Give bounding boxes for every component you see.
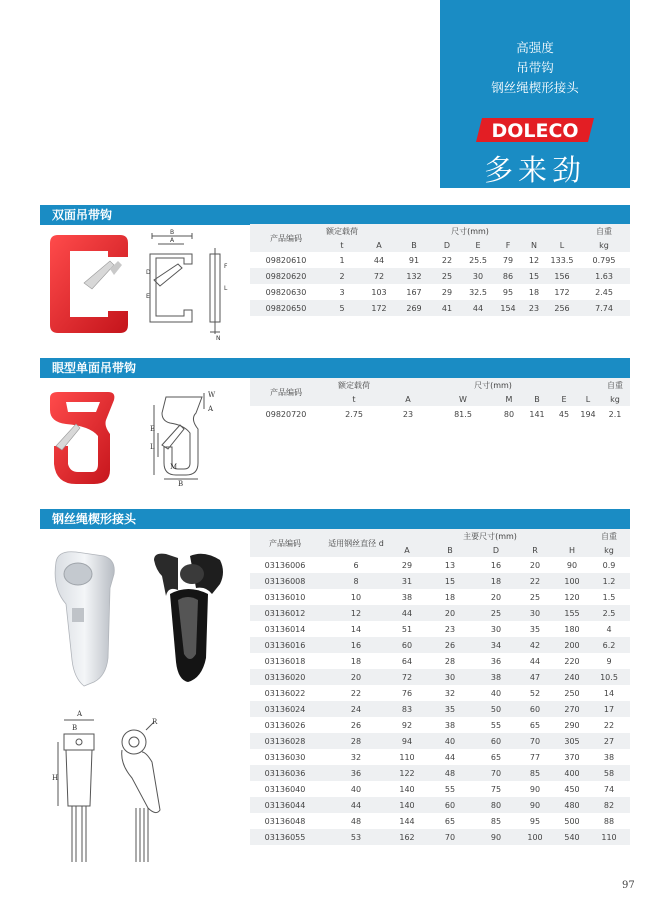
table-cell: 370 (556, 749, 588, 765)
table-cell: 30 (422, 669, 478, 685)
table-cell: 40 (320, 781, 392, 797)
table-cell: 03136020 (250, 669, 320, 685)
double-hook-diagram (140, 228, 240, 340)
table-cell: 85 (478, 813, 514, 829)
table-cell: 20 (422, 605, 478, 621)
table-cell: 42 (514, 637, 556, 653)
table-cell: 44 (320, 797, 392, 813)
unit-d: D (432, 238, 462, 252)
table-cell: 82 (588, 797, 630, 813)
table-cell: 162 (392, 829, 422, 845)
table-cell: 92 (392, 717, 422, 733)
unit-n: N (522, 238, 546, 252)
table-cell: 03136006 (250, 557, 320, 573)
col-header-weight-3: 自重 (588, 529, 630, 543)
table-cell: 03136008 (250, 573, 320, 589)
unit-r-3: R (514, 543, 556, 557)
dim-label-e2: E (150, 425, 156, 433)
table-cell: 65 (478, 749, 514, 765)
table-cell: 65 (514, 717, 556, 733)
dim-label-b: B (169, 229, 175, 236)
table-cell: 03136048 (250, 813, 320, 829)
table-cell: 38 (588, 749, 630, 765)
table-cell: 141 (522, 406, 552, 422)
table-cell: 25 (478, 605, 514, 621)
table-cell: 70 (514, 733, 556, 749)
table-cell: 76 (392, 685, 422, 701)
table-cell: 09820620 (250, 268, 322, 284)
page-number: 97 (622, 880, 635, 891)
table-cell: 29 (432, 284, 462, 300)
table-cell: 155 (556, 605, 588, 621)
table-cell: 220 (556, 653, 588, 669)
dim-label-a3: A (77, 710, 83, 718)
table-cell: 86 (494, 268, 522, 284)
table-cell: 79 (494, 252, 522, 268)
table-cell: 2.5 (588, 605, 630, 621)
table-cell: 35 (422, 701, 478, 717)
table-cell: 15 (522, 268, 546, 284)
table-cell: 480 (556, 797, 588, 813)
table-row (250, 300, 630, 316)
table-cell: 31 (392, 573, 422, 589)
unit-b: B (396, 238, 432, 252)
unit-kg-3: kg (588, 543, 630, 557)
col-header-code-2: 产品编码 (250, 378, 322, 406)
table-cell: 38 (422, 717, 478, 733)
table-row (250, 589, 630, 605)
unit-a-2: A (386, 392, 430, 406)
table-cell: 450 (556, 781, 588, 797)
table-cell: 25.5 (462, 252, 494, 268)
table-cell: 80 (496, 406, 522, 422)
table-row (250, 284, 630, 300)
table-cell: 32.5 (462, 284, 494, 300)
table-cell: 20 (478, 589, 514, 605)
table-cell: 60 (422, 797, 478, 813)
table-cell: 30 (514, 605, 556, 621)
table-cell: 32 (320, 749, 392, 765)
unit-a: A (362, 238, 396, 252)
table-cell: 70 (478, 765, 514, 781)
table-cell: 36 (478, 653, 514, 669)
unit-e: E (462, 238, 494, 252)
dim-label-l2: L (150, 443, 155, 451)
table-cell: 103 (362, 284, 396, 300)
table-cell: 1.63 (578, 268, 630, 284)
unit-d-3: D (478, 543, 514, 557)
unit-h-3: H (556, 543, 588, 557)
table-cell: 90 (514, 781, 556, 797)
unit-l: L (546, 238, 578, 252)
table-cell: 40 (422, 733, 478, 749)
table-cell: 35 (514, 621, 556, 637)
table-cell: 250 (556, 685, 588, 701)
table-cell: 17 (588, 701, 630, 717)
table-cell: 200 (556, 637, 588, 653)
table-cell: 172 (362, 300, 396, 316)
table-cell: 22 (320, 685, 392, 701)
table-cell: 180 (556, 621, 588, 637)
dim-label-h3: H (52, 774, 59, 782)
table-cell: 03136016 (250, 637, 320, 653)
table-cell: 15 (422, 573, 478, 589)
table-cell: 03136040 (250, 781, 320, 797)
eye-hook-table (250, 378, 630, 422)
table-cell: 2 (322, 268, 362, 284)
table-cell: 94 (392, 733, 422, 749)
wedge-socket-photo-silver (44, 548, 124, 690)
table-cell: 65 (422, 813, 478, 829)
table-cell: 8 (320, 573, 392, 589)
dim-label-b3: B (72, 724, 78, 732)
table-cell: 03136036 (250, 765, 320, 781)
logo-text: DOLECO (491, 120, 579, 142)
table-row (250, 252, 630, 268)
table-cell: 60 (478, 733, 514, 749)
table-cell: 03136024 (250, 701, 320, 717)
table-cell: 140 (392, 781, 422, 797)
table-cell: 144 (392, 813, 422, 829)
unit-t: t (322, 238, 362, 252)
wedge-socket-photo-black (148, 550, 230, 686)
table-cell: 18 (522, 284, 546, 300)
table-cell: 156 (546, 268, 578, 284)
unit-kg: kg (578, 238, 630, 252)
table-cell: 132 (396, 268, 432, 284)
table-cell: 270 (556, 701, 588, 717)
table-cell: 03136018 (250, 653, 320, 669)
table-cell: 305 (556, 733, 588, 749)
table-cell: 1.2 (588, 573, 630, 589)
table-cell: 29 (392, 557, 422, 573)
unit-t-2: t (322, 392, 386, 406)
table-cell: 09820610 (250, 252, 322, 268)
table-cell: 30 (462, 268, 494, 284)
table-cell: 90 (556, 557, 588, 573)
table-cell: 80 (478, 797, 514, 813)
table-cell: 74 (588, 781, 630, 797)
table-cell: 22 (432, 252, 462, 268)
dim-label-d: D (146, 269, 151, 276)
table-cell: 12 (522, 252, 546, 268)
wedge-socket-rows (250, 557, 630, 845)
table-cell: 5 (322, 300, 362, 316)
table-cell: 52 (514, 685, 556, 701)
table-cell: 44 (514, 653, 556, 669)
table-cell: 03136026 (250, 717, 320, 733)
table-cell: 23 (386, 406, 430, 422)
table-cell: 22 (514, 573, 556, 589)
col-header-code-3: 产品编码 (250, 529, 320, 557)
table-cell: 120 (556, 589, 588, 605)
table-cell: 36 (320, 765, 392, 781)
table-cell: 90 (478, 829, 514, 845)
table-row (250, 797, 630, 813)
table-cell: 95 (514, 813, 556, 829)
table-row (250, 781, 630, 797)
table-cell: 38 (478, 669, 514, 685)
double-hook-photo (48, 231, 130, 337)
table-cell: 77 (514, 749, 556, 765)
dim-label-r3: R (152, 718, 158, 726)
table-cell: 25 (514, 589, 556, 605)
table-cell: 03136014 (250, 621, 320, 637)
col-header-dim-3: 主要尺寸(mm) (392, 529, 588, 543)
table-cell: 16 (320, 637, 392, 653)
col-header-load-2: 额定载荷 (322, 378, 386, 392)
wedge-socket-front-diagram (50, 706, 110, 864)
unit-kg-2: kg (600, 392, 630, 406)
table-cell: 48 (320, 813, 392, 829)
table-row (250, 406, 630, 422)
table-cell: 03136044 (250, 797, 320, 813)
dim-label-f: F (224, 263, 228, 270)
table-cell: 154 (494, 300, 522, 316)
table-cell: 10 (320, 589, 392, 605)
banner-line-2: 吊带钩 (516, 60, 554, 75)
section-title-double-hook: 双面吊带钩 (40, 205, 630, 225)
table-cell: 58 (588, 765, 630, 781)
table-row (250, 557, 630, 573)
table-cell: 83 (392, 701, 422, 717)
table-row (250, 605, 630, 621)
table-cell: 140 (392, 797, 422, 813)
dim-label-n: N (216, 335, 221, 340)
table-cell: 32 (422, 685, 478, 701)
table-cell: 45 (552, 406, 576, 422)
table-cell: 72 (392, 669, 422, 685)
table-row (250, 268, 630, 284)
table-cell: 34 (478, 637, 514, 653)
table-cell: 18 (478, 573, 514, 589)
table-cell: 85 (514, 765, 556, 781)
table-cell: 28 (320, 733, 392, 749)
table-cell: 47 (514, 669, 556, 685)
table-cell: 30 (478, 621, 514, 637)
dim-label-l: L (224, 285, 228, 292)
table-cell: 70 (422, 829, 478, 845)
table-row (250, 669, 630, 685)
col-header-load: 额定载荷 (322, 224, 362, 238)
table-cell: 23 (522, 300, 546, 316)
col-header-code: 产品编码 (250, 224, 322, 252)
table-cell: 2.1 (600, 406, 630, 422)
table-cell: 28 (422, 653, 478, 669)
dim-label-a2: A (208, 405, 214, 413)
table-cell: 09820720 (250, 406, 322, 422)
eye-hook-photo (46, 390, 120, 488)
table-row (250, 749, 630, 765)
table-cell: 48 (422, 765, 478, 781)
table-cell: 1.5 (588, 589, 630, 605)
double-hook-rows (250, 252, 630, 316)
table-cell: 13 (422, 557, 478, 573)
table-cell: 88 (588, 813, 630, 829)
section-title-eye-hook: 眼型单面吊带钩 (40, 358, 630, 378)
table-cell: 03136028 (250, 733, 320, 749)
table-cell: 20 (514, 557, 556, 573)
eye-hook-diagram (150, 385, 230, 487)
table-cell: 9 (588, 653, 630, 669)
table-cell: 12 (320, 605, 392, 621)
table-cell: 167 (396, 284, 432, 300)
unit-f: F (494, 238, 522, 252)
table-cell: 03136022 (250, 685, 320, 701)
table-cell: 03136055 (250, 829, 320, 845)
eye-hook-rows (250, 406, 630, 422)
table-cell: 133.5 (546, 252, 578, 268)
table-cell: 110 (588, 829, 630, 845)
wedge-socket-table (250, 529, 630, 845)
dim-label-m: M (170, 463, 178, 471)
table-cell: 26 (422, 637, 478, 653)
table-cell: 26 (320, 717, 392, 733)
table-cell: 72 (362, 268, 396, 284)
unit-a-3: A (392, 543, 422, 557)
wedge-socket-side-diagram (112, 712, 176, 864)
table-cell: 10.5 (588, 669, 630, 685)
table-cell: 18 (320, 653, 392, 669)
unit-e-2: E (552, 392, 576, 406)
table-cell: 290 (556, 717, 588, 733)
table-cell: 1 (322, 252, 362, 268)
table-row (250, 717, 630, 733)
table-cell: 7.74 (578, 300, 630, 316)
unit-b-3: B (422, 543, 478, 557)
table-cell: 55 (422, 781, 478, 797)
table-cell: 256 (546, 300, 578, 316)
table-cell: 2.45 (578, 284, 630, 300)
table-cell: 100 (514, 829, 556, 845)
unit-b-2: B (522, 392, 552, 406)
unit-l-2: L (576, 392, 600, 406)
table-cell: 53 (320, 829, 392, 845)
col-header-weight: 自重 (578, 224, 630, 238)
table-cell: 60 (514, 701, 556, 717)
table-cell: 24 (320, 701, 392, 717)
table-cell: 09820630 (250, 284, 322, 300)
table-cell: 0.795 (578, 252, 630, 268)
col-header-weight-2: 自重 (600, 378, 630, 392)
table-cell: 40 (478, 685, 514, 701)
dim-label-a: A (169, 237, 175, 244)
doleco-logo (474, 116, 598, 144)
unit-m-2: M (496, 392, 522, 406)
table-cell: 540 (556, 829, 588, 845)
table-cell: 03136012 (250, 605, 320, 621)
table-cell: 44 (462, 300, 494, 316)
table-row (250, 637, 630, 653)
table-row (250, 813, 630, 829)
table-cell: 172 (546, 284, 578, 300)
table-row (250, 733, 630, 749)
table-cell: 44 (362, 252, 396, 268)
table-cell: 20 (320, 669, 392, 685)
table-cell: 44 (422, 749, 478, 765)
table-cell: 60 (392, 637, 422, 653)
table-cell: 09820650 (250, 300, 322, 316)
table-row (250, 621, 630, 637)
table-cell: 64 (392, 653, 422, 669)
dim-label-w: W (208, 391, 216, 399)
table-row (250, 685, 630, 701)
table-row (250, 829, 630, 845)
table-cell: 90 (514, 797, 556, 813)
table-row (250, 653, 630, 669)
table-cell: 4 (588, 621, 630, 637)
table-cell: 14 (588, 685, 630, 701)
table-cell: 122 (392, 765, 422, 781)
table-cell: 91 (396, 252, 432, 268)
table-cell: 100 (556, 573, 588, 589)
table-cell: 55 (478, 717, 514, 733)
table-cell: 400 (556, 765, 588, 781)
table-cell: 16 (478, 557, 514, 573)
table-cell: 03136030 (250, 749, 320, 765)
banner-line-1: 高强度 (516, 40, 554, 55)
table-cell: 3 (322, 284, 362, 300)
table-cell: 6.2 (588, 637, 630, 653)
col-header-dia-3: 适用钢丝直径 d (320, 529, 392, 557)
table-cell: 95 (494, 284, 522, 300)
table-cell: 44 (392, 605, 422, 621)
table-cell: 240 (556, 669, 588, 685)
table-cell: 23 (422, 621, 478, 637)
table-cell: 194 (576, 406, 600, 422)
table-cell: 22 (588, 717, 630, 733)
table-cell: 41 (432, 300, 462, 316)
table-cell: 6 (320, 557, 392, 573)
table-cell: 38 (392, 589, 422, 605)
col-header-dim-2: 尺寸(mm) (386, 378, 600, 392)
col-header-dim: 尺寸(mm) (362, 224, 578, 238)
table-cell: 269 (396, 300, 432, 316)
section-title-wedge-socket: 钢丝绳楔形接头 (40, 509, 630, 529)
table-cell: 110 (392, 749, 422, 765)
table-cell: 25 (432, 268, 462, 284)
table-row (250, 701, 630, 717)
double-hook-table (250, 224, 630, 316)
table-cell: 18 (422, 589, 478, 605)
table-cell: 14 (320, 621, 392, 637)
table-cell: 2.75 (322, 406, 386, 422)
table-cell: 51 (392, 621, 422, 637)
table-cell: 75 (478, 781, 514, 797)
table-cell: 81.5 (430, 406, 496, 422)
brand-banner (440, 0, 630, 188)
banner-line-3: 钢丝绳楔形接头 (491, 80, 579, 95)
brand-chinese-name: 多来劲 (483, 153, 586, 187)
table-cell: 500 (556, 813, 588, 829)
table-row (250, 573, 630, 589)
table-cell: 27 (588, 733, 630, 749)
dim-label-b2: B (178, 480, 184, 487)
table-cell: 03136010 (250, 589, 320, 605)
dim-label-e: E (146, 293, 150, 300)
table-row (250, 765, 630, 781)
unit-w-2: W (430, 392, 496, 406)
table-cell: 50 (478, 701, 514, 717)
table-cell: 0.9 (588, 557, 630, 573)
